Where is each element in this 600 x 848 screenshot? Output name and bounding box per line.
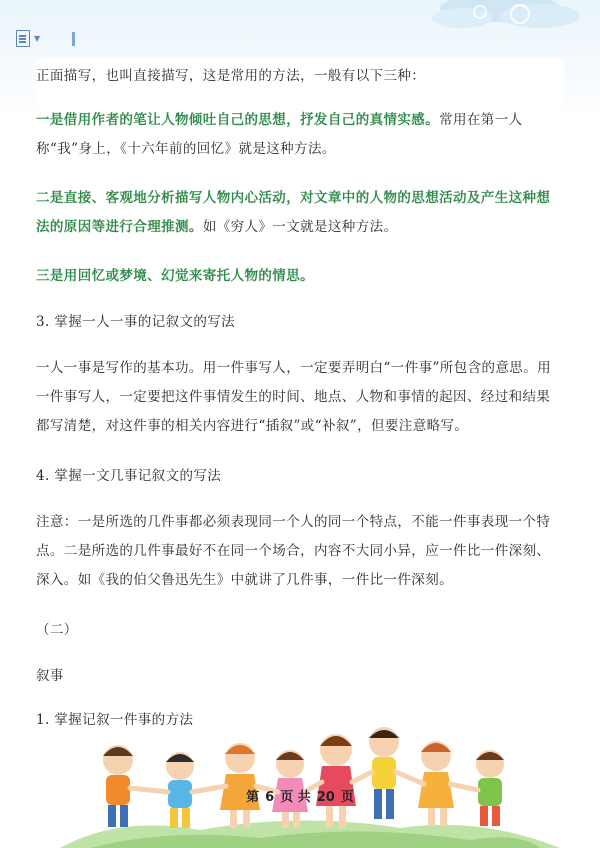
section-title: 叙事 [36,668,64,684]
document-toolbar [16,30,75,47]
document-icon[interactable] [16,30,30,47]
document-page [36,58,564,728]
paragraph-method-three: 三是用回忆或梦境、幻觉来寄托人物的情思。 [36,268,314,284]
method-one-rest: 常用在第一人称“我”身上，《十六年前的回忆》就是这种方法。 [36,112,523,157]
text-cursor-icon [72,32,75,46]
paragraph-multiple-events: 注意：一是所选的几件事都必须表现同一个人的同一个特点，不能一件事表现一个特点。二是所选的几件事最好不在同一个场合，内容不大同小异，应一件比一件深刻、深入。如《我的伯父鲁迅先生》中就讲了几件事，一件比一件深刻。 [36,514,551,588]
paragraph-method-two [36,184,564,242]
method-two-rest: 如《穷人》一文就是这种方法。 [202,219,398,235]
paragraph-front-description: 正面描写，也叫直接描写，这是常用的方法，一般有以下三种： [36,68,426,84]
heading-narrate-one-event: 1. 掌握记叙一件事的方法 [36,712,194,728]
cloud-decoration [0,0,600,60]
method-two-highlight: 二是直接、客观地分析描写人物内心活动，对文章中的人物的思想活动及产生这种想法的原因等进行合理推测。 [36,190,551,235]
paragraph-method-one [36,106,564,164]
section-number: （二） [36,622,78,638]
heading-one-person-one-event: 3. 掌握一人一事的记叙文的写法 [36,314,236,330]
paragraph-one-person-one-event: 一人一事是写作的基本功。用一件事写人，一定要弄明白“一件事”所包含的意思。用一件事写人，一定要把这件事情发生的时间、地点、人物和事情的起因、经过和结果都写清楚，对这件事的相关内容进行“插叙”或“补叙”，但要注意略写。 [36,360,552,434]
heading-multiple-events: 4. 掌握一文几事记叙文的写法 [36,468,222,484]
children-illustration [0,720,600,848]
current-page: 6 [265,790,275,805]
page-number: 第 6 页 共 20 页 [246,790,354,805]
dropdown-caret-icon[interactable]: ▼ [34,34,41,43]
method-one-highlight: 一是借用作者的笔让人物倾吐自己的思想，抒发自己的真情实感。 [36,112,440,128]
total-pages: 20 [316,790,335,805]
